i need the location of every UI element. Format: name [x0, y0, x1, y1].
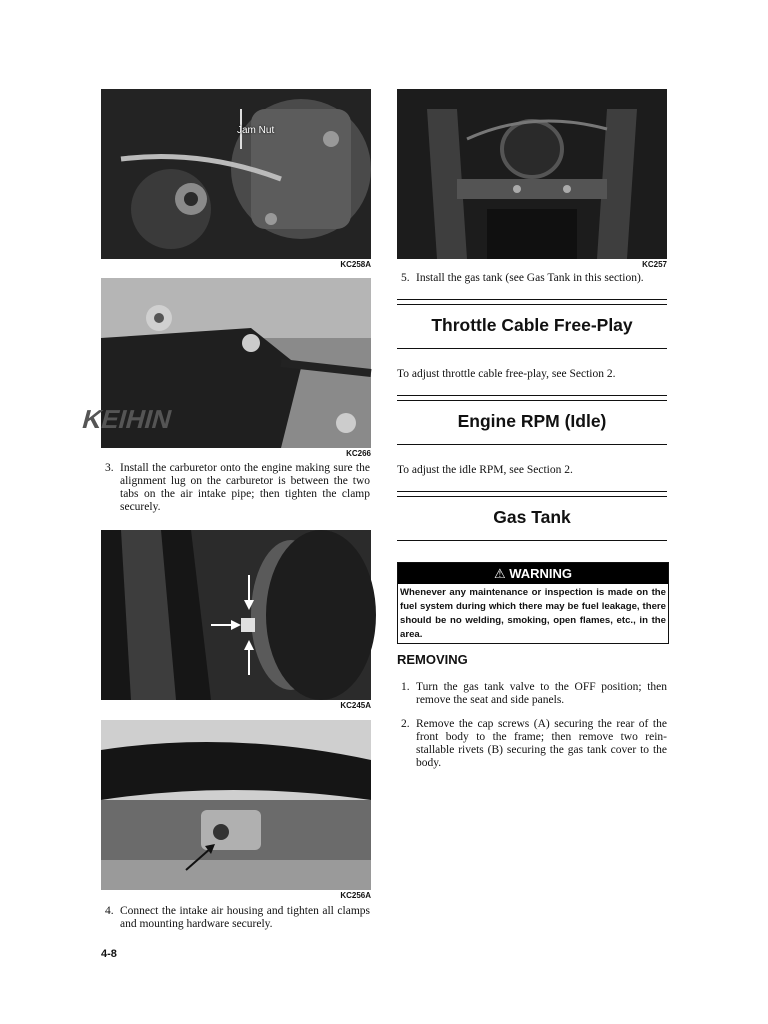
- section-rule-bottom: [397, 348, 667, 349]
- section-rule-top: [397, 299, 667, 305]
- step-number: 4.: [105, 905, 114, 917]
- throttle-body: To adjust throttle cable free-play, see Section 2.: [397, 368, 616, 380]
- warning-triangle-icon: ⚠: [493, 566, 506, 581]
- step-5: [401, 272, 667, 285]
- step-number: 5.: [401, 272, 410, 284]
- photo-code-kc257: KC257: [642, 260, 667, 269]
- removing-step-2: [401, 718, 667, 770]
- jam-nut-callout: Jam Nut: [237, 125, 275, 136]
- svg-text:KEIHIN: KEIHIN: [79, 404, 176, 434]
- step-text: Install the gas tank (see Gas Tank in this section).: [416, 272, 644, 284]
- step-text: Turn the gas tank valve to the OFF position; then remove the seat and side panels.: [416, 681, 667, 706]
- rpm-body: To adjust the idle RPM, see Section 2.: [397, 464, 573, 476]
- photo-kc256a: [101, 720, 371, 890]
- section-rule-bottom: [397, 444, 667, 445]
- step-number: 1.: [401, 681, 410, 693]
- warning-box: [397, 562, 669, 644]
- warning-text: Whenever any maintenance or inspection is made on the fuel system during which there may be fuel leakage, there should be no welding, smoking, open flames, etc., in the area.: [400, 587, 666, 640]
- step-4: [105, 905, 370, 931]
- heading-gas-tank: Gas Tank: [493, 507, 571, 527]
- page-number: 4-8: [101, 948, 117, 960]
- photo-kc266: [79, 278, 371, 448]
- section-rule-bottom: [397, 540, 667, 541]
- step-text: Remove the cap screws (A) securing the rear of the front body to the frame; then remove two rein-stallable rivets (B) securing the gas tank cover to the body.: [416, 718, 667, 769]
- photo-code-kc256a: KC256A: [340, 891, 371, 900]
- photo-code-kc266: KC266: [346, 449, 371, 458]
- warning-title: WARNING: [509, 566, 573, 581]
- photo-kc257: [397, 89, 667, 259]
- removing-heading: REMOVING: [397, 652, 468, 667]
- section-rule-top: [397, 395, 667, 401]
- photo-kc245a: [101, 530, 371, 700]
- removing-step-1: [401, 681, 667, 707]
- section-rule-top: [397, 491, 667, 497]
- photo-code-kc245a: KC245A: [340, 701, 371, 710]
- step-text: Install the carburetor onto the engine making sure the alignment lug on the carburetor is between the two tabs on the air intake pipe; then tighten the clamp securely.: [120, 462, 370, 513]
- step-text: Connect the intake air housing and tighten all clamps and mounting hardware securely.: [120, 905, 370, 930]
- step-3: [105, 462, 370, 514]
- step-number: 3.: [105, 462, 114, 474]
- warning-header: [398, 563, 668, 584]
- photo-kc258a: [101, 89, 371, 259]
- step-number: 2.: [401, 718, 410, 730]
- heading-engine-rpm: Engine RPM (Idle): [457, 411, 607, 431]
- heading-throttle-cable: Throttle Cable Free-Play: [431, 315, 633, 335]
- photo-code-kc258a: KC258A: [340, 260, 371, 269]
